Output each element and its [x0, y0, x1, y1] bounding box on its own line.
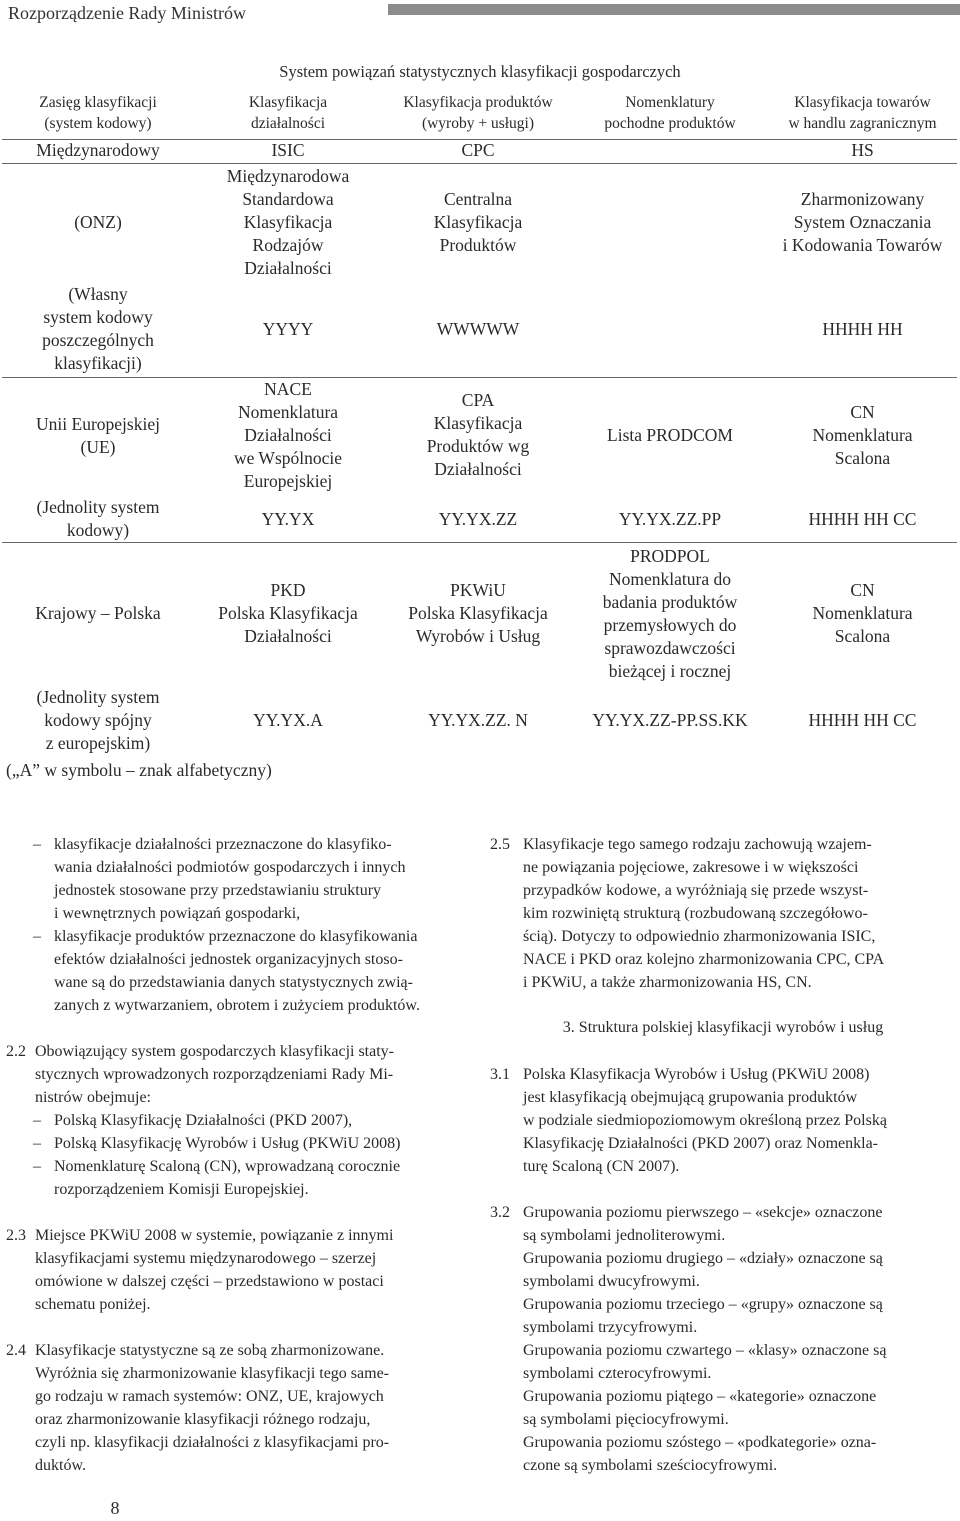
header-bar — [388, 4, 960, 15]
bullet-activity-classifications: klasyfikacje działalności przeznaczone do klasyfiko- wania działalności podmiotów gospodarczych i innych jednostek stosowane przy przedstawianiu struktury i wewnętrznych powiązań gospodarki, — [54, 836, 406, 922]
isic-name: Międzynarodowa Standardowa Klasyfikacja Rodzajów Działalności — [226, 166, 350, 278]
paragraph-2-5: Klasyfikacje tego samego rodzaju zachowują wzajem- ne powiązania pojęciowe, zakresowe i w większości przypadków kodowe, a wyróżniają się przede wszyst- kim rozwiniętą strukturą (rozbudowaną szczegółowo- ścią). Dotyczy to odpowiednio zharmonizowania ISIC, NACE i PKD oraz kolejno zharmonizowania CPC, CPA i PKWiU, a także zharmonizowania HS, CN. — [523, 836, 885, 991]
paragraph-3-2: Grupowania poziomu pierwszego – «sekcje» oznaczone są symbolami jednoliterowymi. Grupowania poziomu drugiego – «działy» oznaczone są symbolami dwucyfrowymi. Grupowania poziomu trzeciego – «grupy» oznaczone są symbolami trzycyfrowymi. Grupowania poziomu czwartego – «klasy» oznaczone są symbolami czterocyfrowymi. Grupowania poziomu piątego – «kategorie» oznaczone są symbolami pięciocyfrowymi. Grupowania poziomu szóstego – «podkategorie» ozna- czone są symbolami sześciocyfrowymi. — [523, 1204, 887, 1474]
bullet-dash: – — [33, 1135, 41, 1152]
cn-name-pl: CN Nomenklatura Scalona — [812, 580, 913, 646]
own-code-label: (Własny system kodowy poszczególnych klasyfikacji) — [42, 284, 154, 373]
diagram-footnote: („A” w symbolu – znak alfabetyczny) — [6, 760, 272, 780]
onz-label: (ONZ) — [74, 212, 122, 232]
eu-rule — [2, 542, 957, 543]
section-number: 2.4 — [6, 1342, 26, 1359]
pkd-name: PKD Polska Klasyfikacja Działalności — [218, 580, 358, 646]
item-pkwiu: Polską Klasyfikację Wyrobów i Usług (PKWiU 2008) — [54, 1135, 401, 1152]
cpa-code: YY.YX.ZZ — [438, 509, 518, 529]
section-number: 2.3 — [6, 1227, 26, 1244]
cpc-code: WWWWW — [436, 319, 520, 339]
cpc-name: Centralna Klasyfikacja Produktów — [433, 189, 523, 255]
bullet-dash: – — [33, 928, 41, 945]
paragraph-3-1: Polska Klasyfikacja Wyrobów i Usług (PKWiU 2008) jest klasyfikacją obejmującą grupowania produktów w podziale siedmiopoziomowym określoną przez Polską Klasyfikację Działalności (PKD 2007) oraz Nomenkla- turę Scaloną (CN 2007). — [523, 1066, 887, 1175]
page-header — [0, 0, 960, 30]
hs-code: HHHH HH — [822, 319, 903, 339]
bullet-dash: – — [33, 836, 41, 853]
section-number: 3.1 — [490, 1066, 510, 1083]
prodpol-name: PRODPOL Nomenklatura do badania produktów przemysłowych do sprawozdawczości bieżącej i rocznej — [602, 546, 738, 681]
col-header-derived: Nomenklatury pochodne produktów — [604, 94, 736, 132]
eu-code-label: (Jednolity system kodowy) — [36, 497, 160, 540]
onz-rule — [2, 377, 957, 378]
bullet-dash: – — [33, 1112, 41, 1129]
cn-name-eu: CN Nomenklatura Scalona — [812, 402, 913, 468]
intl-rule — [2, 163, 957, 164]
bullet-product-classifications: klasyfikacje produktów przeznaczone do klasyfikowania efektów działalności jednostek organizacyjnych stoso- wane są do przedstawiania danych statystycznych zwią- zanych z wytwarzaniem, obrotem i zużyciem produktów. — [54, 928, 420, 1014]
section-3-heading: 3. Struktura polskiej klasyfikacji wyrobów i usług — [562, 1019, 884, 1036]
col-header-activity: Klasyfikacja działalności — [248, 94, 328, 132]
prodpol-code: YY.YX.ZZ-PP.SS.KK — [592, 710, 748, 730]
cpa-name: CPA Klasyfikacja Produktów wg Działalności — [426, 390, 530, 479]
col-header-product: Klasyfikacja produktów (wyroby + usługi) — [403, 94, 553, 132]
nace-code: YY.YX — [261, 509, 315, 529]
isic-label: ISIC — [271, 140, 305, 160]
paragraph-2-2: Obowiązujący system gospodarczych klasyfikacji staty- stycznych wprowadzonych rozporządzeniami Rady Mi- nistrów obejmuje: — [35, 1043, 394, 1106]
paragraph-2-3: Miejsce PKWiU 2008 w systemie, powiązanie z innymi klasyfikacjami systemu międzynarodowego – szerzej omówione w dalszej części – przedstawiono w postaci schematu poniżej. — [35, 1227, 394, 1313]
bullet-dash: – — [33, 1158, 41, 1175]
isic-code: YYYY — [262, 319, 314, 339]
row-intl-label: Międzynarodowy — [36, 140, 160, 160]
cpc-label: CPC — [461, 140, 495, 160]
page-number: 8 — [110, 1498, 120, 1518]
prodcom-name: Lista PRODCOM — [607, 425, 733, 445]
item-cn: Nomenklaturę Scaloną (CN), wprowadzaną corocznie rozporządzeniem Komisji Europejskiej. — [54, 1158, 401, 1198]
cn-code-eu: HHHH HH CC — [808, 509, 917, 529]
diagram-title: System powiązań statystycznych klasyfikacji gospodarczych — [279, 62, 681, 81]
item-pkd: Polską Klasyfikację Działalności (PKD 2007), — [54, 1112, 353, 1129]
pkwiu-name: PKWiU Polska Klasyfikacja Wyrobów i Usług — [408, 580, 548, 646]
paragraph-2-4: Klasyfikacje statystyczne są ze sobą zharmonizowane. Wyróżnia się zharmonizowanie klasyfikacji tego same- go rodzaju w ramach systemów: ONZ, UE, krajowych oraz zharmonizowanie klasyfikacji różnego rodzaju, czyli np. klasyfikacji działalności z klasyfikacjami pro- duktów. — [35, 1342, 390, 1474]
nace-name: NACE Nomenklatura Działalności we Wspólnocie Europejskiej — [233, 379, 343, 491]
section-number: 3.2 — [490, 1204, 510, 1221]
eu-label: Unii Europejskiej (UE) — [36, 414, 160, 457]
hs-name: Zharmonizowany System Oznaczania i Kodowania Towarów — [782, 189, 943, 255]
pkwiu-code: YY.YX.ZZ. N — [428, 710, 528, 730]
pl-code-label: (Jednolity system kodowy spójny z europejskim) — [36, 687, 160, 753]
pkd-code: YY.YX.A — [253, 710, 323, 730]
cn-code-pl: HHHH HH CC — [808, 710, 917, 730]
section-number: 2.2 — [6, 1043, 26, 1060]
col-header-scope: Zasięg klasyfikacji (system kodowy) — [39, 94, 157, 132]
header-title: Rozporządzenie Rady Ministrów — [8, 3, 246, 23]
hs-label: HS — [851, 140, 874, 160]
prodcom-code: YY.YX.ZZ.PP — [618, 509, 722, 529]
col-header-trade: Klasyfikacja towarów w handlu zagranicznym — [788, 94, 937, 132]
pl-label: Krajowy – Polska — [35, 603, 161, 623]
section-number: 2.5 — [490, 836, 510, 853]
